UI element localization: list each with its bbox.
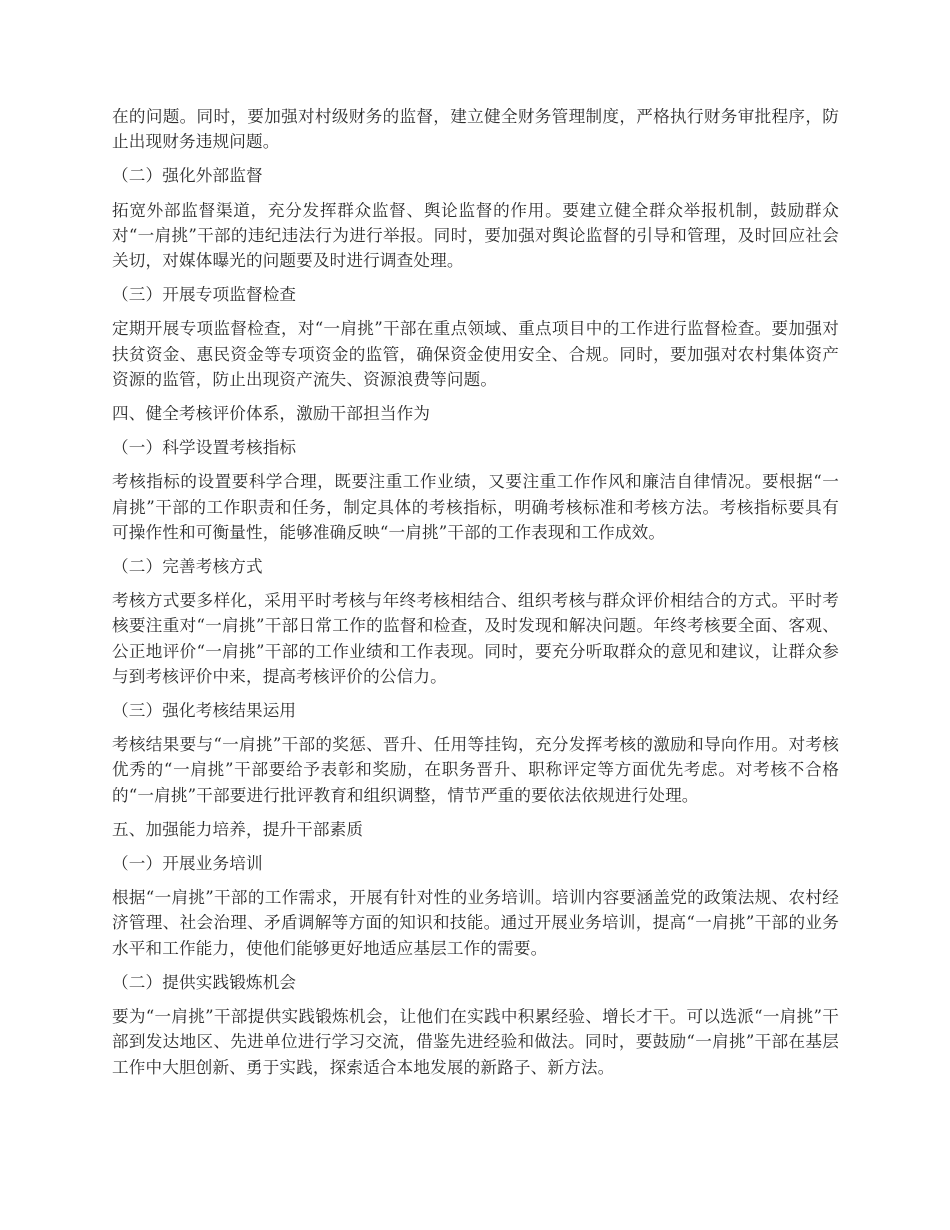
paragraph-special-supervision-inspection: 定期开展专项监督检查，对“一肩挑”干部在重点领域、重点项目中的工作进行监督检查。要加强对扶贫资金、惠民资金等专项资金的监管，确保资金使用安全、合规。同时，要加强对农村集体资产资源的监管，防止出现资产流失、资源浪费等问题。 xyxy=(112,319,839,389)
subheading-special-supervision-inspection: （三）开展专项监督检查 xyxy=(112,285,297,305)
paragraph-continuation: 在的问题。同时，要加强对村级财务的监督，建立健全财务管理制度，严格执行财务审批程序，防止出现财务违规问题。 xyxy=(112,107,839,152)
paragraph-external-supervision: 拓宽外部监督渠道，充分发挥群众监督、舆论监督的作用。要建立健全群众举报机制，鼓励群众对“一肩挑”干部的违纪违法行为进行举报。同时，要加强对舆论监督的引导和管理，及时回应社会关切，对媒体曝光的问题要及时进行调查处理。 xyxy=(112,200,839,271)
paragraph-business-training: 根据“一肩挑”干部的工作需求，开展有针对性的业务培训。培训内容要涵盖党的政策法规、农村经济管理、社会治理、矛盾调解等方面的知识和技能。通过开展业务培训，提高“一肩挑”干部的业务水平和工作能力，使他们能够更好地适应基层工作的需要。 xyxy=(112,888,839,958)
subheading-improve-assessment-methods: （二）完善考核方式 xyxy=(112,557,263,577)
subheading-scientific-assessment-indicators: （一）科学设置考核指标 xyxy=(112,438,297,458)
subheading-business-training: （一）开展业务培训 xyxy=(112,854,263,874)
paragraph-practical-training-opportunities: 要为“一肩挑”干部提供实践锻炼机会，让他们在实践中积累经验、增长才干。可以选派“一肩挑”干部到发达地区、先进单位进行学习交流，借鉴先进经验和做法。同时，要鼓励“一肩挑”干部在基层工作中大胆创新、勇于实践，探索适合本地发展的新路子、新方法。 xyxy=(112,1007,839,1077)
paragraph-assessment-methods: 考核方式要多样化，采用平时考核与年终考核相结合、组织考核与群众评价相结合的方式。平时考核要注重对“一肩挑”干部日常工作的监督和检查，及时发现和解决问题。年终考核要全面、客观、公正地评价“一肩挑”干部的工作业绩和工作表现。同时，要充分听取群众的意见和建议，让群众参与到考核评价中来，提高考核评价的公信力。 xyxy=(112,591,839,686)
subheading-strengthen-external-supervision: （二）强化外部监督 xyxy=(112,166,263,186)
paragraph-assessment-indicators: 考核指标的设置要科学合理，既要注重工作业绩，又要注重工作作风和廉洁自律情况。要根据“一肩挑”干部的工作职责和任务，制定具体的考核指标，明确考核标准和考核方法。考核指标要具有可操作性和可衡量性，能够准确反映“一肩挑”干部的工作表现和工作成效。 xyxy=(112,472,839,542)
section-heading-five: 五、加强能力培养，提升干部素质 xyxy=(112,819,364,839)
document-text-body xyxy=(112,104,839,1089)
subheading-strengthen-assessment-results-use: （三）强化考核结果运用 xyxy=(112,701,297,721)
section-heading-four: 四、健全考核评价体系，激励干部担当作为 xyxy=(112,404,431,424)
subheading-practical-training-opportunities: （二）提供实践锻炼机会 xyxy=(112,972,297,992)
paragraph-assessment-results-use: 考核结果要与“一肩挑”干部的奖惩、晋升、任用等挂钩，充分发挥考核的激励和导向作用。对考核优秀的“一肩挑”干部要给予表彰和奖励，在职务晋升、职称评定等方面优先考虑。对考核不合格的“一肩挑”干部要进行批评教育和组织调整，情节严重的要依法依规进行处理。 xyxy=(112,735,839,805)
